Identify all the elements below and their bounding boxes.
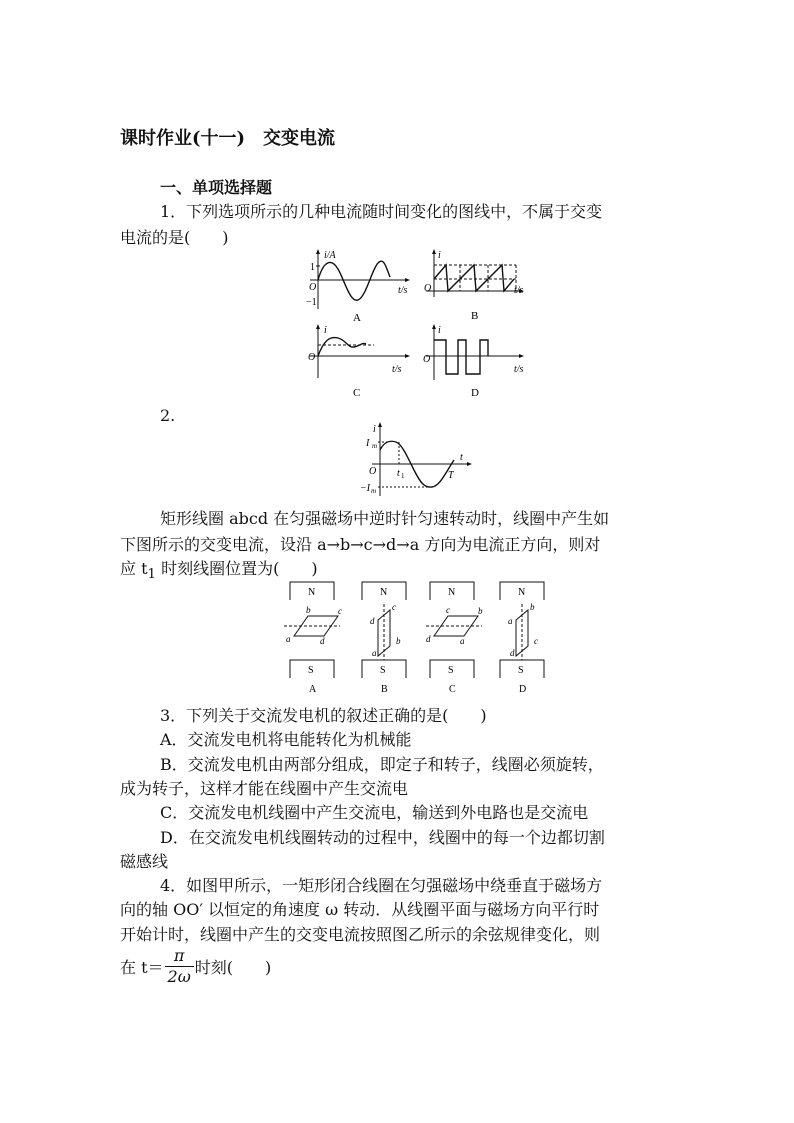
q2a-letter-d: d bbox=[320, 636, 325, 646]
q3-option-d-line1: D．在交流发电机线圈转动的过程中，线圈中的每一个边都切割 bbox=[160, 828, 605, 847]
q1d-origin: O bbox=[423, 354, 431, 365]
q2a-caption: A bbox=[309, 684, 317, 695]
q2d-south-label: S bbox=[518, 665, 524, 676]
q2-option-c bbox=[426, 582, 483, 695]
q1c-xlabel: t/s bbox=[392, 364, 402, 375]
q4-fraction-numerator: π bbox=[165, 946, 194, 967]
q1-figure-c bbox=[300, 322, 420, 402]
q2c-letter-d: d bbox=[426, 634, 431, 644]
q2d-letter-b: b bbox=[530, 602, 535, 612]
q2c-caption: C bbox=[449, 684, 456, 695]
q4-fraction-denominator: 2ω bbox=[167, 967, 191, 986]
q2-im-pos-sub: m bbox=[372, 442, 378, 450]
q1c-caption: C bbox=[353, 387, 361, 399]
q2-option-a bbox=[284, 582, 342, 695]
q4-text-line1: 4．如图甲所示，一矩形闭合线圈在匀强磁场中绕垂直于磁场方 bbox=[160, 876, 603, 895]
q1a-caption: A bbox=[353, 312, 361, 324]
q1a-tick-pos: 1 bbox=[310, 262, 315, 273]
q1-text-line2: 电流的是( ) bbox=[120, 228, 229, 247]
q1a-ylabel: i/A bbox=[324, 250, 336, 261]
q2c-letter-b: b bbox=[478, 606, 483, 616]
q2b-letter-b: b bbox=[396, 636, 401, 646]
q2b-south-label: S bbox=[380, 665, 386, 676]
q1a-origin: O bbox=[309, 282, 317, 293]
q2b-letter-a: a bbox=[372, 648, 377, 658]
q4-text-line2: 向的轴 OO′ 以恒定的角速度 ω 转动．从线圈平面与磁场方向平行时 bbox=[120, 900, 600, 919]
q4-line4-suffix: 时刻( ) bbox=[194, 958, 272, 977]
q2d-letter-a: a bbox=[508, 616, 513, 626]
section-heading: 一、单项选择题 bbox=[160, 178, 273, 197]
q2-period: T bbox=[448, 470, 454, 481]
q2-xlabel: t bbox=[460, 452, 463, 463]
q1a-xlabel: t/s bbox=[398, 285, 408, 296]
q3-stem: 3．下列关于交流发电机的叙述正确的是( ) bbox=[160, 706, 487, 725]
q2-number: 2. bbox=[160, 406, 176, 425]
q2-option-d bbox=[500, 582, 544, 695]
q2c-north-label: N bbox=[448, 587, 456, 598]
q2-t1-subscript: 1 bbox=[147, 567, 157, 583]
q1c-ylabel: i bbox=[324, 325, 327, 336]
q4-text-line3: 开始计时，线圈中产生的交变电流按照图乙所示的余弦规律变化，则 bbox=[120, 925, 601, 944]
q2a-letter-b: b bbox=[306, 605, 311, 615]
q2c-south-label: S bbox=[448, 665, 454, 676]
q4-text-line4 bbox=[120, 946, 271, 987]
q2b-letter-d: d bbox=[370, 616, 375, 626]
q1c-origin: O bbox=[308, 352, 316, 363]
q2b-caption: B bbox=[381, 684, 388, 695]
q2-t1-sub: 1 bbox=[401, 472, 405, 480]
q2b-letter-c: c bbox=[392, 602, 396, 612]
q1-figure-b bbox=[418, 247, 538, 325]
q2-im-neg-sub: m bbox=[371, 487, 377, 495]
q2a-letter-a: a bbox=[286, 634, 291, 644]
q1-figure-d bbox=[418, 322, 538, 402]
q2-im-neg: −I bbox=[360, 483, 371, 494]
q3-option-b-line1: B．交流发电机由两部分组成，即定子和转子，线圈必须旋转， bbox=[160, 755, 604, 774]
q2-ylabel: i bbox=[373, 424, 376, 435]
q2d-caption: D bbox=[519, 684, 527, 695]
q2-text-line2: 下图所示的交变电流，设沿 a→b→c→d→a 方向为电流正方向，则对 bbox=[120, 535, 601, 554]
q2d-letter-c: c bbox=[534, 636, 538, 646]
q2-option-b bbox=[362, 582, 406, 695]
q1b-origin: O bbox=[424, 283, 432, 294]
q1-text-line1: 1．下列选项所示的几种电流随时间变化的图线中，不属于交变 bbox=[160, 202, 603, 221]
q2a-south-label: S bbox=[308, 665, 314, 676]
q2-text-line3 bbox=[120, 556, 318, 582]
q2d-north-label: N bbox=[518, 587, 526, 598]
q2c-letter-c: c bbox=[446, 605, 450, 615]
page-title: 课时作业(十一) 交变电流 bbox=[120, 128, 336, 149]
q2-origin: O bbox=[369, 466, 377, 477]
q2-text-line1: 矩形线圈 abcd 在匀强磁场中逆时针匀速转动时，线圈中产生如 bbox=[160, 509, 610, 528]
q1d-xlabel: t/s bbox=[514, 364, 524, 375]
q2-t1: t bbox=[397, 468, 400, 479]
q3-option-d-line2: 磁感线 bbox=[120, 852, 169, 871]
q1d-ylabel: i bbox=[438, 325, 441, 336]
q1b-xlabel: t/s bbox=[514, 285, 524, 296]
q1b-caption: B bbox=[471, 310, 479, 322]
q4-line4-prefix: 在 t＝ bbox=[120, 958, 164, 977]
q3-option-b-line2: 成为转子，这样才能在线圈中产生交流电 bbox=[120, 779, 409, 798]
q2-text-line3-b: 时刻线圈位置为( ) bbox=[156, 559, 318, 578]
q2c-letter-a: a bbox=[460, 636, 465, 646]
q2a-north-label: N bbox=[308, 587, 316, 598]
q4-fraction bbox=[165, 946, 194, 987]
q1b-ylabel: i bbox=[438, 250, 441, 261]
q2a-letter-c: c bbox=[338, 606, 342, 616]
q1d-caption: D bbox=[471, 387, 479, 399]
q2-text-line3-a: 应 t bbox=[120, 559, 148, 578]
q3-option-c: C．交流发电机线圈中产生交流电，输送到外电路也是交流电 bbox=[160, 803, 589, 822]
q2-options-figure bbox=[280, 580, 560, 698]
q2b-north-label: N bbox=[380, 587, 388, 598]
q2-im-pos: I bbox=[366, 438, 370, 449]
q1a-tick-neg: −1 bbox=[306, 297, 317, 308]
q2d-letter-d: d bbox=[510, 648, 515, 658]
q1-figure-a bbox=[300, 247, 420, 325]
q3-option-a: A．交流发电机将电能转化为机械能 bbox=[160, 730, 412, 749]
q2-current-graph bbox=[362, 420, 482, 500]
